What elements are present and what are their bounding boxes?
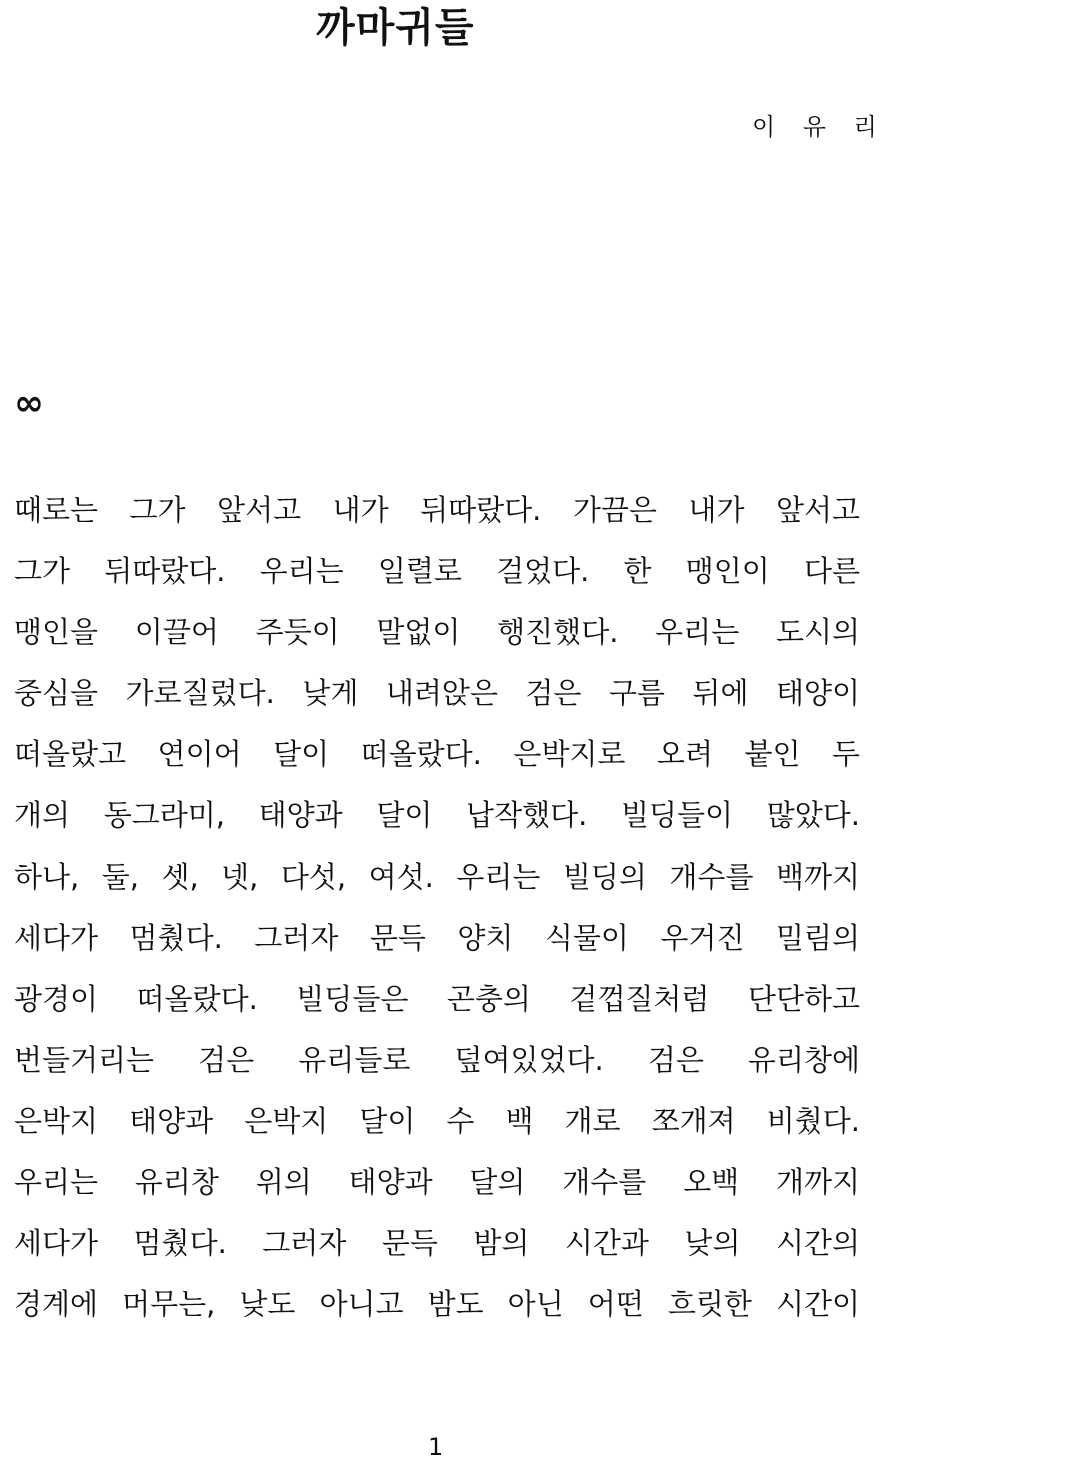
text-line: 그가 뒤따랐다. 우리는 일렬로 걸었다. 한 맹인이 다른 [14, 554, 860, 589]
section-mark: ∞ [14, 383, 44, 424]
text-line: 경계에 머무는, 낮도 아니고 밤도 아닌 어떤 흐릿한 시간이 [14, 1287, 860, 1322]
text-line: 우리는 유리창 위의 태양과 달의 개수를 오백 개까지 [14, 1165, 860, 1200]
page-number: 1 [428, 1433, 444, 1461]
text-line: 세다가 멈췄다. 그러자 문득 밤의 시간과 낮의 시간의 [14, 1226, 860, 1261]
text-line: 맹인을 이끌어 주듯이 말없이 행진했다. 우리는 도시의 [14, 615, 860, 650]
text-line: 은박지 태양과 은박지 달이 수 백 개로 쪼개져 비췄다. [14, 1103, 860, 1138]
text-line: 중심을 가로질렀다. 낮게 내려앉은 검은 구름 뒤에 태양이 [14, 676, 860, 711]
text-line: 세다가 멈췄다. 그러자 문득 양치 식물이 우거진 밀림의 [14, 920, 860, 955]
document-title: 까마귀들 [316, 5, 475, 51]
text-line: 개의 동그라미, 태양과 달이 납작했다. 빌딩들이 많았다. [14, 798, 860, 833]
text-line: 하나, 둘, 셋, 넷, 다섯, 여섯. 우리는 빌딩의 개수를 백까지 [14, 859, 860, 894]
text-line: 번들거리는 검은 유리들로 덮여있었다. 검은 유리창에 [14, 1042, 860, 1077]
text-line: 떠올랐고 연이어 달이 떠올랐다. 은박지로 오려 붙인 두 [14, 737, 860, 772]
author-name: 이 유 리 [752, 113, 887, 141]
text-line: 때로는 그가 앞서고 내가 뒤따랐다. 가끔은 내가 앞서고 [14, 493, 860, 527]
body-text [14, 480, 860, 1335]
text-line: 광경이 떠올랐다. 빌딩들은 곤충의 겉껍질처럼 단단하고 [14, 981, 860, 1016]
